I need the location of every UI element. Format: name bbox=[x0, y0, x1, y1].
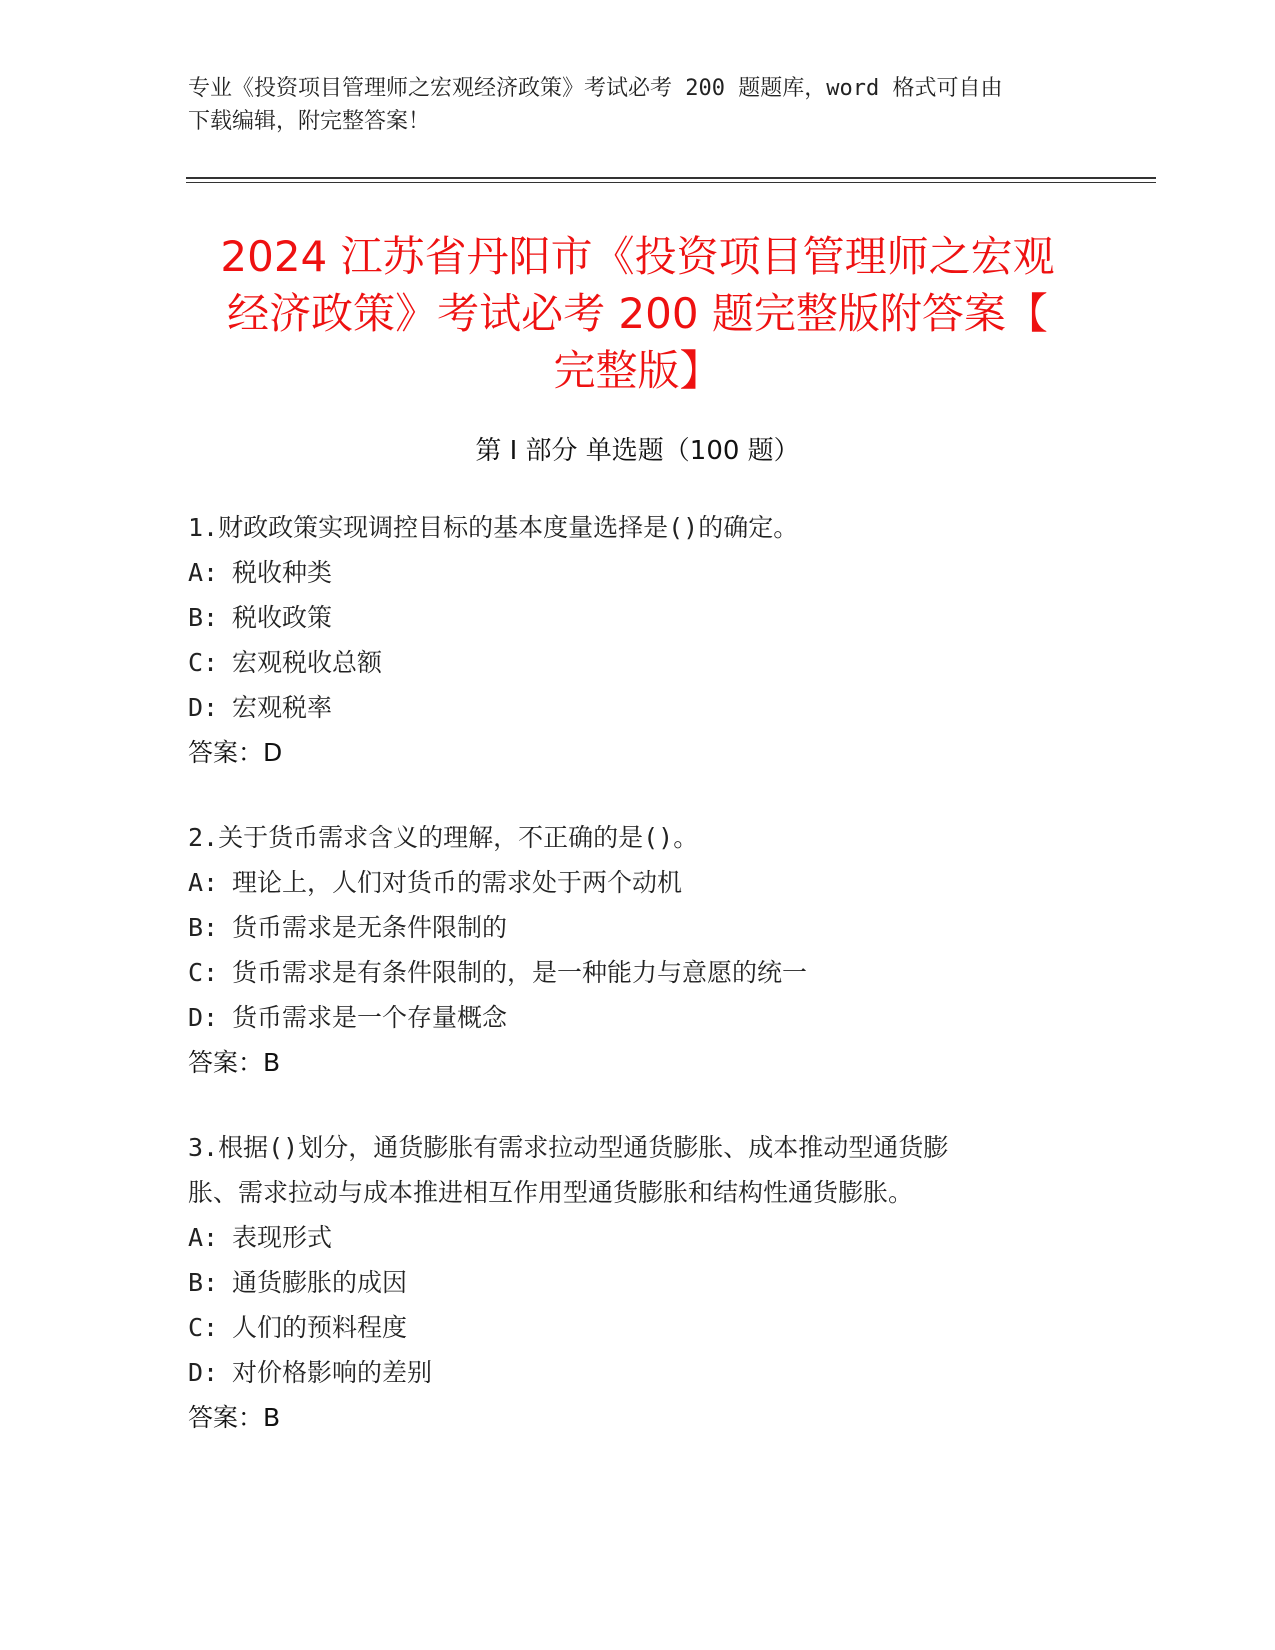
option-letter: D: bbox=[188, 693, 219, 722]
option-text: 对价格影响的差别 bbox=[232, 1358, 433, 1387]
question-1 bbox=[188, 505, 1088, 775]
option-a bbox=[188, 1215, 1088, 1260]
title-line: 完整版】 bbox=[553, 346, 722, 395]
document-title bbox=[150, 228, 1125, 399]
option-text: 理论上，人们对货币的需求处于两个动机 bbox=[232, 868, 683, 897]
option-letter: A: bbox=[188, 1223, 219, 1252]
option-text: 人们的预料程度 bbox=[232, 1313, 408, 1342]
option-d bbox=[188, 685, 1088, 730]
option-letter: A: bbox=[188, 868, 219, 897]
option-letter: C: bbox=[188, 1313, 219, 1342]
option-text: 货币需求是无条件限制的 bbox=[232, 913, 508, 942]
option-letter: B: bbox=[188, 1268, 219, 1297]
answer-line: 答案：B bbox=[188, 1048, 281, 1077]
question-3 bbox=[188, 1125, 1088, 1440]
option-d bbox=[188, 995, 1088, 1040]
option-a bbox=[188, 550, 1088, 595]
option-c bbox=[188, 1305, 1088, 1350]
answer-line: 答案：D bbox=[188, 738, 283, 767]
question-stem: 胀、需求拉动与成本推进相互作用型通货膨胀和结构性通货膨胀。 bbox=[188, 1178, 914, 1207]
header-note-line: 下载编辑，附完整答案！ bbox=[188, 109, 431, 134]
question-stem: 1.财政政策实现调控目标的基本度量选择是()的确定。 bbox=[188, 513, 799, 542]
section-heading: 第 I 部分 单选题（100 题） bbox=[475, 436, 800, 466]
title-line: 2024 江苏省丹阳市《投资项目管理师之宏观 bbox=[220, 232, 1055, 281]
option-text: 通货膨胀的成因 bbox=[232, 1268, 408, 1297]
option-b bbox=[188, 1260, 1088, 1305]
option-d bbox=[188, 1350, 1088, 1395]
option-letter: D: bbox=[188, 1358, 219, 1387]
answer-line: 答案：B bbox=[188, 1403, 281, 1432]
option-text: 税收种类 bbox=[232, 558, 333, 587]
option-text: 宏观税率 bbox=[232, 693, 333, 722]
header-note bbox=[188, 72, 1088, 138]
header-note-line: 专业《投资项目管理师之宏观经济政策》考试必考 200 题题库，word 格式可自由 bbox=[188, 76, 1003, 101]
option-text: 税收政策 bbox=[232, 603, 333, 632]
option-text: 表现形式 bbox=[232, 1223, 333, 1252]
question-stem: 2.关于货币需求含义的理解，不正确的是()。 bbox=[188, 823, 699, 852]
option-b bbox=[188, 595, 1088, 640]
option-text: 宏观税收总额 bbox=[232, 648, 383, 677]
option-letter: C: bbox=[188, 958, 219, 987]
option-letter: B: bbox=[188, 913, 219, 942]
option-c bbox=[188, 950, 1088, 995]
option-a bbox=[188, 860, 1088, 905]
title-line: 经济政策》考试必考 200 题完整版附答案【 bbox=[227, 289, 1048, 338]
option-letter: C: bbox=[188, 648, 219, 677]
option-letter: D: bbox=[188, 1003, 219, 1032]
option-b bbox=[188, 905, 1088, 950]
option-text: 货币需求是一个存量概念 bbox=[232, 1003, 508, 1032]
header-divider-thin bbox=[186, 182, 1156, 183]
question-stem: 3.根据()划分，通货膨胀有需求拉动型通货膨胀、成本推动型通货膨 bbox=[188, 1133, 949, 1162]
question-2 bbox=[188, 815, 1088, 1085]
option-c bbox=[188, 640, 1088, 685]
option-letter: B: bbox=[188, 603, 219, 632]
option-letter: A: bbox=[188, 558, 219, 587]
option-text: 货币需求是有条件限制的，是一种能力与意愿的统一 bbox=[232, 958, 808, 987]
header-divider-thick bbox=[186, 177, 1156, 179]
